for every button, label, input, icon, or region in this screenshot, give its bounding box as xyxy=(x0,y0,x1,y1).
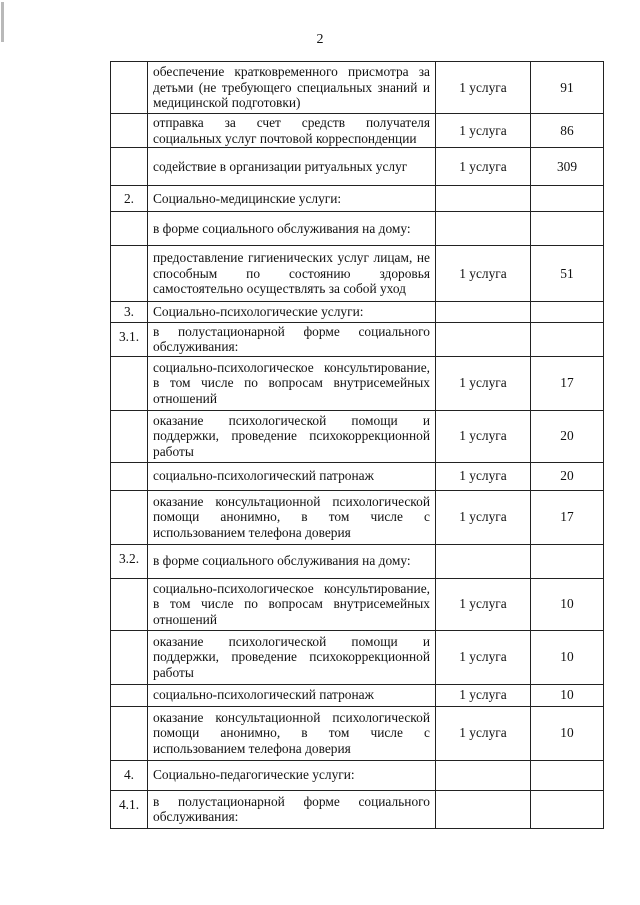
unit-cell: 1 услуга xyxy=(436,410,531,462)
table-row xyxy=(111,246,604,302)
service-name-cell: социально-психологический патронаж xyxy=(148,684,436,706)
row-number-cell xyxy=(111,462,148,490)
service-name-cell: содействие в организации ритуальных услуг xyxy=(148,148,436,186)
tariff-value-cell: 17 xyxy=(531,490,604,544)
page-number: 2 xyxy=(316,32,324,47)
row-number-cell: 4.1. xyxy=(111,790,148,828)
tariff-value-cell xyxy=(531,212,604,246)
row-number-cell xyxy=(111,356,148,410)
table-row xyxy=(111,322,604,356)
tariff-value-cell: 86 xyxy=(531,114,604,148)
table-row xyxy=(111,148,604,186)
unit-cell: 1 услуга xyxy=(436,62,531,114)
tariff-value-cell xyxy=(531,544,604,578)
service-name-cell: социально-психологический патронаж xyxy=(148,462,436,490)
tariff-value-cell: 10 xyxy=(531,578,604,630)
unit-cell: 1 услуга xyxy=(436,578,531,630)
unit-cell xyxy=(436,322,531,356)
service-name-cell: оказание консультационной психологической помощи анонимно, в том числе с использованием телефона доверия xyxy=(148,706,436,760)
table-row xyxy=(111,706,604,760)
row-number-cell xyxy=(111,212,148,246)
row-number-cell xyxy=(111,148,148,186)
row-number-cell xyxy=(111,410,148,462)
tariff-value-cell xyxy=(531,790,604,828)
unit-cell xyxy=(436,760,531,790)
service-name-cell: в полустационарной форме социального обслуживания: xyxy=(148,790,436,828)
service-name-cell: предоставление гигиенических услуг лицам, не способным по состоянию здоровья самостоятельно осуществлять за собой уход xyxy=(148,246,436,302)
table-row xyxy=(111,578,604,630)
table-row xyxy=(111,544,604,578)
row-number-cell xyxy=(111,62,148,114)
service-name-cell: оказание консультационной психологической помощи анонимно, в том числе с использованием телефона доверия xyxy=(148,490,436,544)
service-name-cell: оказание психологической помощи и поддержки, проведение психокоррекционной работы xyxy=(148,630,436,684)
table-row xyxy=(111,790,604,828)
row-number-cell xyxy=(111,706,148,760)
service-name-cell: в форме социального обслуживания на дому: xyxy=(148,544,436,578)
table-row xyxy=(111,356,604,410)
table-row xyxy=(111,212,604,246)
row-number-cell: 2. xyxy=(111,186,148,212)
table-row xyxy=(111,410,604,462)
row-number-cell xyxy=(111,630,148,684)
unit-cell: 1 услуга xyxy=(436,148,531,186)
service-name-cell: Социально-медицинские услуги: xyxy=(148,186,436,212)
tariff-value-cell: 309 xyxy=(531,148,604,186)
unit-cell: 1 услуга xyxy=(436,490,531,544)
tariff-value-cell: 10 xyxy=(531,630,604,684)
row-number-cell: 3. xyxy=(111,302,148,323)
row-number-cell xyxy=(111,246,148,302)
unit-cell: 1 услуга xyxy=(436,114,531,148)
unit-cell: 1 услуга xyxy=(436,462,531,490)
row-number-cell xyxy=(111,490,148,544)
service-name-cell: социально-психологическое консультирование, в том числе по вопросам внутрисемейных отношений xyxy=(148,356,436,410)
unit-cell: 1 услуга xyxy=(436,630,531,684)
unit-cell xyxy=(436,302,531,323)
tariff-value-cell: 91 xyxy=(531,62,604,114)
unit-cell: 1 услуга xyxy=(436,246,531,302)
tariff-value-cell: 10 xyxy=(531,684,604,706)
unit-cell: 1 услуга xyxy=(436,356,531,410)
table-row xyxy=(111,760,604,790)
table-row xyxy=(111,114,604,148)
table-row xyxy=(111,490,604,544)
tariff-value-cell xyxy=(531,186,604,212)
unit-cell xyxy=(436,186,531,212)
tariff-value-cell: 17 xyxy=(531,356,604,410)
table-row xyxy=(111,62,604,114)
unit-cell: 1 услуга xyxy=(436,706,531,760)
row-number-cell xyxy=(111,114,148,148)
table-row xyxy=(111,186,604,212)
services-tariff-table xyxy=(110,61,604,829)
service-name-cell: социально-психологическое консультирование, в том числе по вопросам внутрисемейных отношений xyxy=(148,578,436,630)
unit-cell xyxy=(436,544,531,578)
row-number-cell xyxy=(111,684,148,706)
table-row xyxy=(111,630,604,684)
table-row xyxy=(111,462,604,490)
tariff-value-cell xyxy=(531,760,604,790)
service-name-cell: Социально-педагогические услуги: xyxy=(148,760,436,790)
row-number-cell: 4. xyxy=(111,760,148,790)
row-number-cell: 3.2. xyxy=(111,544,148,578)
unit-cell xyxy=(436,212,531,246)
service-name-cell: оказание психологической помощи и поддержки, проведение психокоррекционной работы xyxy=(148,410,436,462)
service-name-cell: обеспечение кратковременного присмотра за детьми (не требующего специальных знаний и медицинской подготовки) xyxy=(148,62,436,114)
tariff-value-cell: 20 xyxy=(531,462,604,490)
service-name-cell: Социально-психологические услуги: xyxy=(148,302,436,323)
service-name-cell: в полустационарной форме социального обслуживания: xyxy=(148,322,436,356)
tariff-value-cell: 20 xyxy=(531,410,604,462)
service-name-cell: отправка за счет средств получателя социальных услуг почтовой корреспонденции xyxy=(148,114,436,148)
table-row xyxy=(111,684,604,706)
tariff-value-cell xyxy=(531,302,604,323)
unit-cell xyxy=(436,790,531,828)
row-number-cell: 3.1. xyxy=(111,322,148,356)
service-name-cell: в форме социального обслуживания на дому: xyxy=(148,212,436,246)
tariff-value-cell xyxy=(531,322,604,356)
table-row xyxy=(111,302,604,323)
row-number-cell xyxy=(111,578,148,630)
unit-cell: 1 услуга xyxy=(436,684,531,706)
tariff-value-cell: 10 xyxy=(531,706,604,760)
tariff-value-cell: 51 xyxy=(531,246,604,302)
